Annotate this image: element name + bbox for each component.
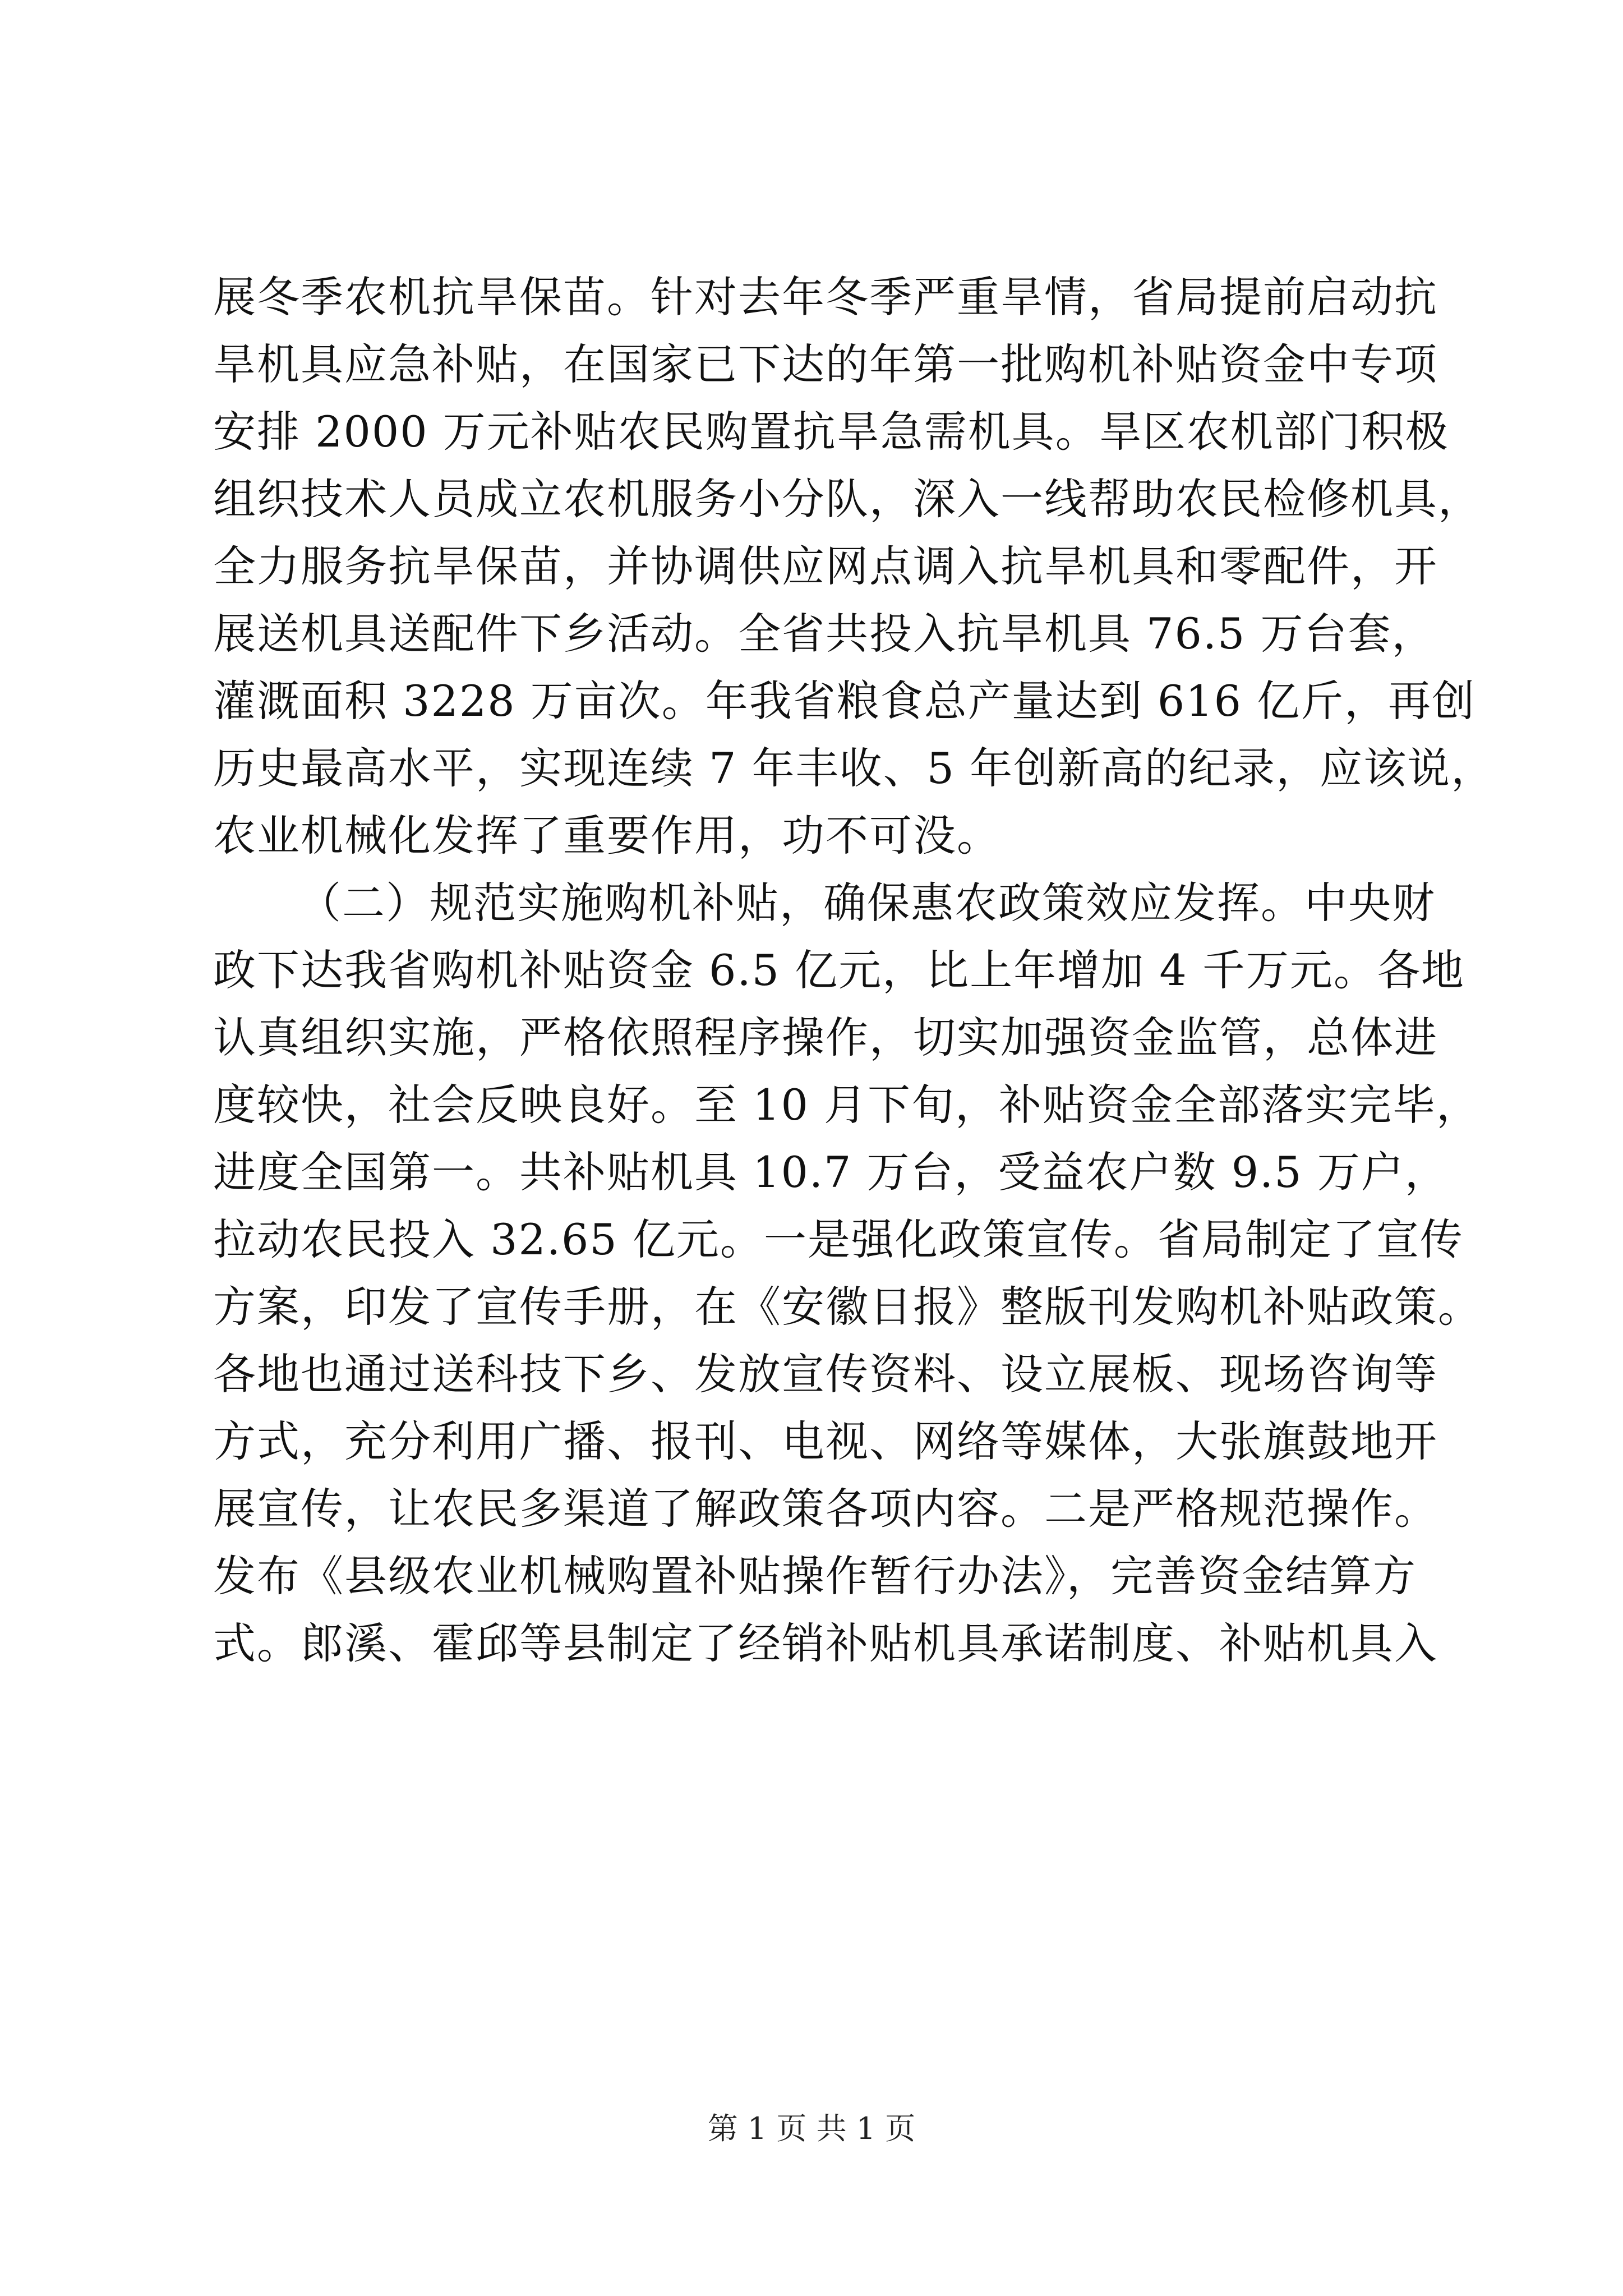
text-line: 展宣传，让农民多渠道了解政策各项内容。二是严格规范操作。	[213, 1484, 1438, 1534]
page-number-label: 第 1 页 共 1 页	[707, 2111, 916, 2146]
text-line: 旱机具应急补贴，在国家已下达的年第一批购机补贴资金中专项	[213, 339, 1438, 389]
text-line: 方式，充分利用广播、报刊、电视、网络等媒体，大张旗鼓地开	[213, 1416, 1438, 1466]
text-line: 历史最高水平，实现连续 7 年丰收、5 年创新高的纪录，应该说，	[213, 743, 1495, 793]
text-line: 安排 2000 万元补贴农民购置抗旱急需机具。旱区农机部门积极	[213, 407, 1449, 457]
text-line: 各地也通过送科技下乡、发放宣传资料、设立展板、现场咨询等	[213, 1349, 1438, 1399]
text-line-indented: （二）规范实施购机补贴，确保惠农政策效应发挥。中央财	[298, 878, 1436, 928]
text-line: 认真组织实施，严格依照程序操作，切实加强资金监管，总体进	[213, 1013, 1438, 1062]
text-line: 式。郎溪、霍邱等县制定了经销补贴机具承诺制度、补贴机具入	[213, 1618, 1438, 1668]
text-line: 展送机具送配件下乡活动。全省共投入抗旱机具 76.5 万台套，	[213, 609, 1436, 659]
document-body	[213, 264, 1495, 1677]
text-line: 农业机械化发挥了重要作用，功不可没。	[213, 811, 1000, 861]
text-line: 组织技术人员成立农机服务小分队，深入一线帮助农民检修机具，	[213, 474, 1482, 524]
text-line: 拉动农民投入 32.65 亿元。一是强化政策宣传。省局制定了宣传	[213, 1214, 1464, 1264]
text-line: 发布《县级农业机械购置补贴操作暂行办法》，完善资金结算方	[213, 1551, 1417, 1601]
text-line: 灌溉面积 3228 万亩次。年我省粮食总产量达到 616 亿斤，再创	[213, 676, 1476, 726]
paragraph-2	[213, 869, 1482, 1677]
text-line: 展冬季农机抗旱保苗。针对去年冬季严重旱情，省局提前启动抗	[213, 272, 1438, 322]
text-line: 方案，印发了宣传手册，在《安徽日报》整版刊发购机补贴政策。	[213, 1282, 1482, 1332]
text-line: 全力服务抗旱保苗，并协调供应网点调入抗旱机具和零配件，开	[213, 541, 1438, 591]
text-line: 政下达我省购机补贴资金 6.5 亿元，比上年增加 4 千万元。各地	[213, 945, 1465, 995]
text-line: 度较快，社会反映良好。至 10 月下旬，补贴资金全部落实完毕，	[213, 1080, 1481, 1130]
text-line: 进度全国第一。共补贴机具 10.7 万台，受益农户数 9.5 万户，	[213, 1147, 1449, 1197]
paragraph-1	[213, 264, 1495, 869]
page-footer	[0, 2109, 1623, 2148]
